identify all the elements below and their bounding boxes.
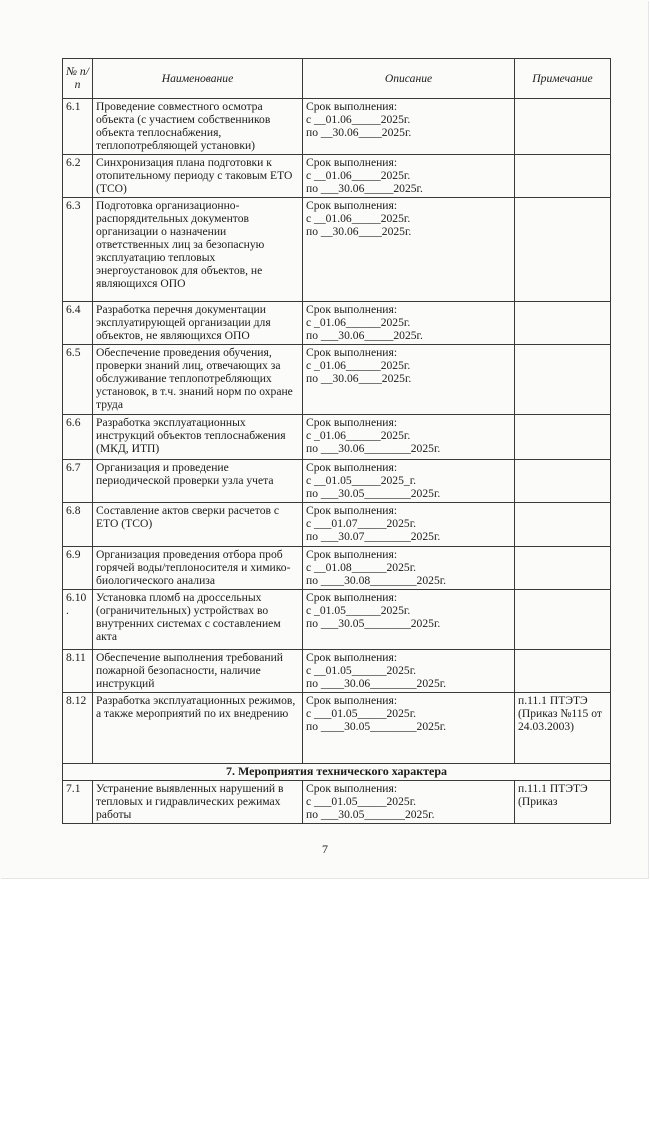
row-note <box>515 650 611 693</box>
table-row <box>63 155 611 198</box>
row-name: Проведение совместного осмотра объекта (с участием собственников объекта теплоснабжения, теплопотребляющей установки) <box>93 99 303 155</box>
row-note <box>515 198 611 302</box>
description-line: с _01.05______2025г. <box>306 604 411 617</box>
row-number: 6.1 <box>63 99 93 155</box>
row-number: 6.5 <box>63 345 93 415</box>
description-line: с _01.06______2025г. <box>306 429 411 442</box>
table-row <box>63 650 611 693</box>
description-line: с _01.06______2025г. <box>306 359 411 372</box>
table-row <box>63 590 611 650</box>
description-line: по __30.06____2025г. <box>306 372 412 385</box>
description-line: по ___30.06_____2025г. <box>306 329 423 342</box>
row-note <box>515 460 611 503</box>
row-description <box>303 155 515 198</box>
header-desc: Описание <box>303 59 515 99</box>
row-name: Организация и проведение периодической проверки узла учета <box>93 460 303 503</box>
description-line: по ___30.06_____2025г. <box>306 182 423 195</box>
description-line: с __01.05_____2025_г. <box>306 474 417 487</box>
row-number: 6.4 <box>63 302 93 345</box>
description-line: Срок выполнения: <box>306 199 398 212</box>
row-note <box>515 99 611 155</box>
measures-table <box>62 58 611 824</box>
description-line: Срок выполнения: <box>306 416 398 429</box>
row-name: Подготовка организационно-распорядительных документов организации о назначении ответственных лиц за безопасную эксплуатацию тепловых энергоустановок для объектов, не являющихся ОПО <box>93 198 303 302</box>
row-name: Разработка эксплуатационных инструкций объектов теплоснабжения (МКД, ИТП) <box>93 415 303 460</box>
row-description <box>303 345 515 415</box>
description-line: Срок выполнения: <box>306 100 398 113</box>
row-description <box>303 693 515 764</box>
table-row <box>63 99 611 155</box>
row-name: Обеспечение выполнения требований пожарной безопасности, наличие инструкций <box>93 650 303 693</box>
row-description <box>303 460 515 503</box>
description-line: с ___01.05_____2025г. <box>306 707 417 720</box>
description-line: с __01.05______2025г. <box>306 664 417 677</box>
row-number: 6.3 <box>63 198 93 302</box>
row-description <box>303 503 515 547</box>
header-name: Наименование <box>93 59 303 99</box>
description-line: по ___30.05________2025г. <box>306 487 441 500</box>
description-line: Срок выполнения: <box>306 346 398 359</box>
row-name: Организация проведения отбора проб горячей воды/теплоносителя и химико-биологического анализа <box>93 547 303 590</box>
page-number: 7 <box>322 842 328 856</box>
table-row <box>63 693 611 764</box>
description-line: Срок выполнения: <box>306 504 398 517</box>
table-row <box>63 345 611 415</box>
row-number: 6.10 . <box>63 590 93 650</box>
description-line: по ____30.08________2025г. <box>306 574 447 587</box>
table-row <box>63 415 611 460</box>
row-name: Разработка перечня документации эксплуатирующей организации для объектов, не являющихся ОПО <box>93 302 303 345</box>
row-number: 7.1 <box>63 781 93 824</box>
description-line: Срок выполнения: <box>306 548 398 561</box>
section-title: 7. Мероприятия технического характера <box>63 764 611 781</box>
table-row <box>63 302 611 345</box>
row-note <box>515 415 611 460</box>
description-line: Срок выполнения: <box>306 591 398 604</box>
description-line: по ___30.06________2025г. <box>306 442 441 455</box>
description-line: по ____30.05________2025г. <box>306 720 447 733</box>
header-num: № п/п <box>63 59 93 99</box>
description-line: с __01.08______2025г. <box>306 561 417 574</box>
row-note <box>515 345 611 415</box>
row-name: Обеспечение проведения обучения, проверки знаний лиц, отвечающих за обслуживание теплопотребляющих установок, в т.ч. знаний норм по охране труда <box>93 345 303 415</box>
description-line: Срок выполнения: <box>306 303 398 316</box>
row-name: Составление актов сверки расчетов с ЕТО (ТСО) <box>93 503 303 547</box>
row-number: 6.2 <box>63 155 93 198</box>
row-name: Синхронизация плана подготовки к отопительному периоду с таковым ЕТО (ТСО) <box>93 155 303 198</box>
table-row <box>63 198 611 302</box>
row-name: Устранение выявленных нарушений в тепловых и гидравлических режимах работы <box>93 781 303 824</box>
description-line: по ____30.06________2025г. <box>306 677 447 690</box>
row-note <box>515 503 611 547</box>
row-description <box>303 99 515 155</box>
description-line: с ___01.07_____2025г. <box>306 517 417 530</box>
row-description <box>303 781 515 824</box>
row-name: Установка пломб на дроссельных (ограничительных) устройствах во внутренних системах с составлением акта <box>93 590 303 650</box>
row-number: 6.8 <box>63 503 93 547</box>
row-name: Разработка эксплуатационных режимов, а также мероприятий по их внедрению <box>93 693 303 764</box>
row-note <box>515 302 611 345</box>
description-line: Срок выполнения: <box>306 461 398 474</box>
row-number: 8.11 <box>63 650 93 693</box>
row-description <box>303 198 515 302</box>
description-line: по ___30.05________2025г. <box>306 617 441 630</box>
description-line: с __01.06_____2025г. <box>306 212 411 225</box>
table-row <box>63 547 611 590</box>
row-description <box>303 547 515 590</box>
description-line: по __30.06____2025г. <box>306 225 412 238</box>
row-number: 8.12 <box>63 693 93 764</box>
row-note: п.11.1 ПТЭТЭ (Приказ №115 от 24.03.2003) <box>515 693 611 764</box>
description-line: по ___30.07________2025г. <box>306 530 441 543</box>
row-note <box>515 155 611 198</box>
section-row <box>63 764 611 781</box>
description-line: с __01.06_____2025г. <box>306 113 411 126</box>
table-header-row <box>63 59 611 99</box>
row-description <box>303 650 515 693</box>
row-description <box>303 415 515 460</box>
table-row <box>63 781 611 824</box>
description-line: Срок выполнения: <box>306 694 398 707</box>
description-line: с ___01.05_____2025г. <box>306 795 417 808</box>
row-note <box>515 590 611 650</box>
table-row <box>63 503 611 547</box>
description-line: Срок выполнения: <box>306 651 398 664</box>
description-line: Срок выполнения: <box>306 156 398 169</box>
row-description <box>303 302 515 345</box>
row-number: 6.6 <box>63 415 93 460</box>
description-line: по __30.06____2025г. <box>306 126 412 139</box>
row-note: п.11.1 ПТЭТЭ (Приказ <box>515 781 611 824</box>
description-line: Срок выполнения: <box>306 782 398 795</box>
table-row <box>63 460 611 503</box>
row-number: 6.7 <box>63 460 93 503</box>
description-line: с _01.06______2025г. <box>306 316 411 329</box>
description-line: по ___30.05_______2025г. <box>306 808 435 821</box>
row-description <box>303 590 515 650</box>
header-note: Примечание <box>515 59 611 99</box>
row-note <box>515 547 611 590</box>
row-number: 6.9 <box>63 547 93 590</box>
description-line: с __01.06_____2025г. <box>306 169 411 182</box>
